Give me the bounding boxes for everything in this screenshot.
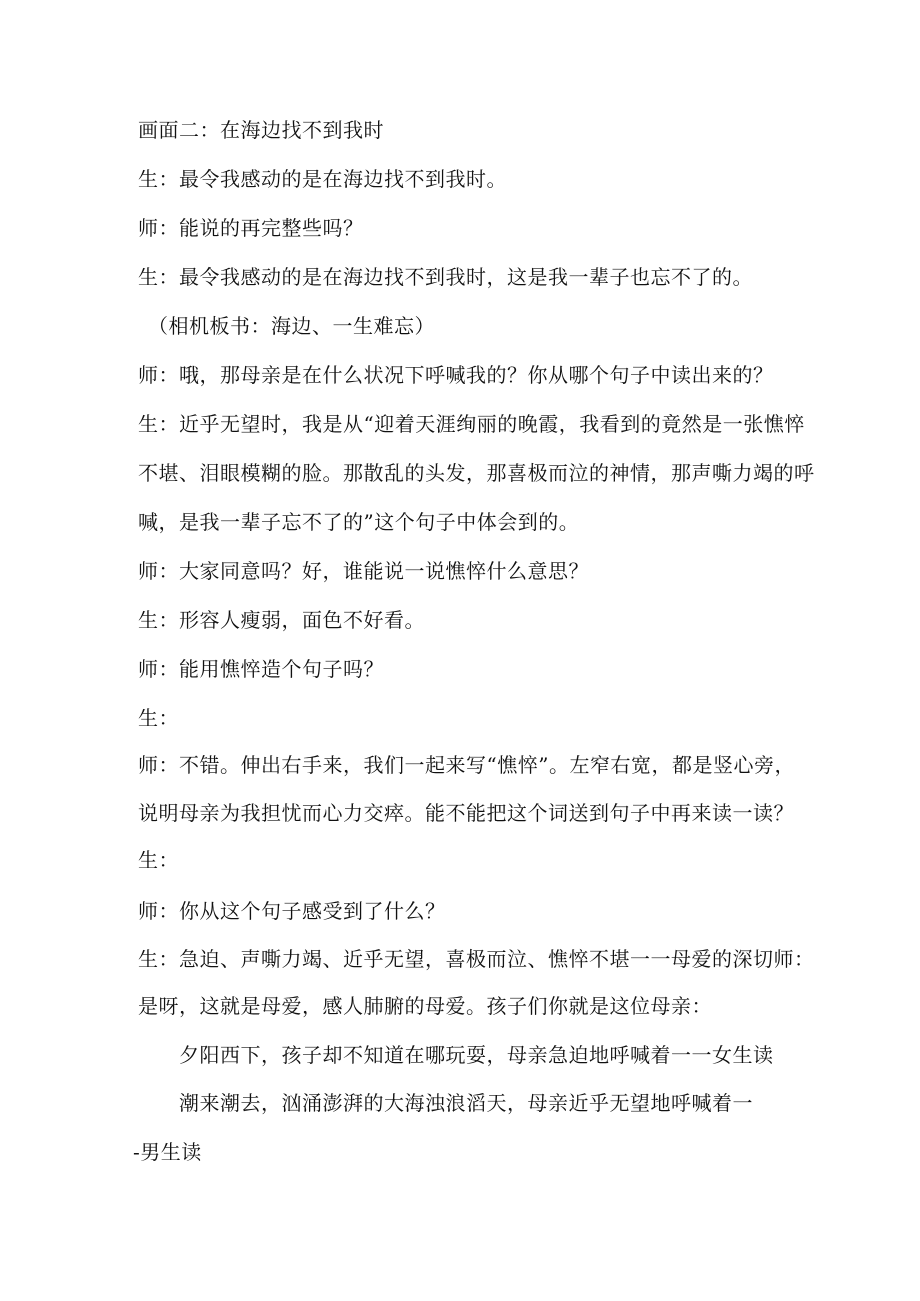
paragraph-line: 生：最令我感动的是在海边找不到我时。 <box>138 167 507 191</box>
reading-line-boys-tail: -男生读 <box>133 1140 202 1164</box>
paragraph-line: 生： <box>138 848 179 872</box>
paragraph-line: 师：你从这个句子感受到了什么？ <box>138 899 446 923</box>
paragraph-line: 喊，是我一辈子忘不了的”这个句子中体会到的。 <box>138 510 580 534</box>
paragraph-line: 不堪、泪眼模糊的脸。那散乱的头发，那喜极而泣的神情，那声嘶力竭的呼 <box>138 461 815 485</box>
paragraph-line: 生：形容人瘦弱，面色不好看。 <box>138 608 425 632</box>
paragraph-line: 师：不错。伸出右手来，我们一起来写“憔悴”。左窄右宽，都是竖心旁， <box>138 753 795 777</box>
paragraph-line: 生：最令我感动的是在海边找不到我时，这是我一辈子也忘不了的。 <box>138 265 753 289</box>
paragraph-line: 生：急迫、声嘶力竭、近乎无望，喜极而泣、憔悴不堪一一母爱的深切师： <box>138 947 815 971</box>
paragraph-line: 说明母亲为我担忧而心力交瘁。能不能把这个词送到句子中再来读一读？ <box>138 801 794 825</box>
paragraph-line: 师：哦，那母亲是在什么状况下呼喊我的？你从哪个句子中读出来的？ <box>138 363 774 387</box>
paragraph-line: 生： <box>138 706 179 730</box>
board-note: （相机板书：海边、一生难忘） <box>148 314 435 338</box>
paragraph-line: 师：能用憔悴造个句子吗？ <box>138 657 384 681</box>
paragraph-line: 生：近乎无望时，我是从“迎着天涯绚丽的晚霞，我看到的竟然是一张憔悴 <box>138 412 805 436</box>
paragraph-line: 师：大家同意吗？好，谁能说一说憔悴什么意思？ <box>138 559 589 583</box>
reading-line-girls: 夕阳西下，孩子却不知道在哪玩耍，母亲急迫地呼喊着一一女生读 <box>179 1043 774 1067</box>
paragraph-line: 是呀，这就是母爱，感人肺腑的母爱。孩子们你就是这位母亲： <box>138 994 712 1018</box>
paragraph-line: 师：能说的再完整些吗？ <box>138 216 364 240</box>
section-heading: 画面二：在海边找不到我时 <box>138 118 384 142</box>
reading-line-boys: 潮来潮去，汹涌澎湃的大海浊浪滔天，母亲近乎无望地呼喊着一 <box>179 1091 753 1115</box>
